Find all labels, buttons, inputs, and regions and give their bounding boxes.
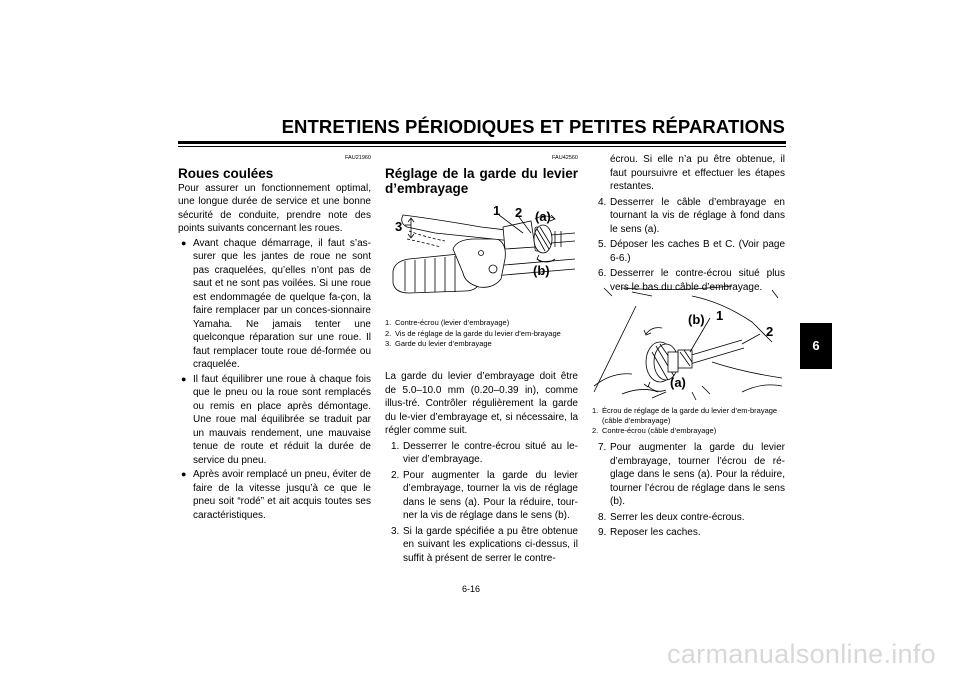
caption-item: 3. Garde du levier d’embrayage (385, 339, 492, 348)
bullet-item (178, 237, 371, 372)
caption-item: 2. Vis de réglage de la garde du levier d’em-brayage (385, 328, 561, 338)
step-item: 6. Desserrer le contre-écrou situé plus vers le bas du câble d’embrayage. (598, 268, 785, 293)
bullet-text: Il faut équilibrer une roue à chaque fois que le pneu ou la roue sont remplacés ou remis en place après démontage. Une roue mal équilibrée se traduit par un mauvais rendement, une mauvaise tenue de route et réduit la durée de service du pneu. (193, 373, 371, 466)
caption-item: 1. Contre-écrou (levier d’embrayage) (385, 318, 510, 327)
bullet-item (178, 373, 371, 468)
bullet-text: Après avoir remplacé un pneu, éviter de faire de la vitesse jusqu’à ce que le pneu soit “rodé” et ait acquis toutes ses caractéristiques. (193, 469, 371, 521)
label-1: 1 (493, 203, 501, 218)
label-a: (a) (535, 209, 551, 224)
left-column (178, 152, 371, 523)
middle-column (385, 152, 578, 196)
header-rule (178, 141, 786, 144)
bullet-text: Avant chaque démarrage, il faut s’as-surer que les jantes de roue ne sont pas craquelées, qu’elles n’ont pas de saut et ne sont pas voilées. Si une roue est endommagée de quelque fa-çon, la faire remplacer par un conces-sionnaire Yamaha. Ne jamais tenter une quelconque réparation sur une roue. Il faut remplacer toute roue dé-formée ou craquelée. (193, 237, 371, 370)
step-item: 3. Si la garde spécifiée a pu être obtenue en suivant les explications ci-dessus, il suffit à présent de serrer le contre- (391, 525, 578, 564)
body-text: La garde du levier d’embrayage doit être de 5.0–10.0 mm (0.20–0.39 in), comme illus-tré. Contrôler régulièrement la garde du le-vier d’embrayage et, si nécessaire, la régler comme suit. (385, 371, 578, 436)
step-item: 9. Reposer les caches. (598, 527, 701, 538)
page-number: 6-16 (462, 584, 481, 594)
chapter-tab: 6 (800, 323, 832, 369)
bullet-icon: ● (181, 237, 187, 248)
section-intro: Pour assurer un fonctionnement optimal, une longue durée de service et une bonne sécurité de conduite, prendre note des points suivants concernant les roues. (178, 182, 371, 234)
page-header-title: ENTRETIENS PÉRIODIQUES ET PETITES RÉPARATIONS (281, 116, 785, 137)
section-code: FAU42560 (552, 155, 578, 161)
bullet-icon: ● (181, 373, 187, 384)
caption-item: 1. Écrou de réglage de la garde du levier d’em-brayage (câble d’embrayage) (592, 406, 778, 425)
right-column-bottom (592, 441, 785, 540)
section-heading: Roues coulées (178, 165, 274, 181)
label-b: (b) (533, 263, 550, 278)
step-item: 1. Desserrer le contre-écrou situé au le-vier d’embrayage. (391, 440, 578, 465)
label-a: (a) (670, 375, 686, 390)
step-item: 2. Pour augmenter la garde du levier d’embrayage, tourner la vis de réglage dans le sens (a). Pour la réduire, tour-ner la vis de réglage dans le sens (b). (391, 469, 578, 521)
step-item: 7. Pour augmenter la garde du levier d’embrayage, tourner l’écrou de ré-glage dans le sens (a). Pour la réduire, tourner l’écrou de réglage dans le sens (b). (598, 442, 785, 507)
right-column-top (592, 153, 785, 294)
clutch-lever-illustration (385, 197, 578, 305)
clutch-lever-figure (385, 197, 578, 305)
watermark: carmanualsonline.info (667, 639, 936, 669)
bullet-icon: ● (181, 469, 187, 479)
middle-body (385, 370, 578, 565)
label-3: 3 (395, 219, 403, 234)
section-heading: Réglage de la garde du levier d’embrayage (385, 165, 578, 196)
step-item: 8. Serrer les deux contre-écrous. (598, 511, 745, 523)
label-1: 1 (716, 308, 724, 323)
label-2: 2 (766, 324, 774, 339)
label-b: (b) (688, 312, 705, 327)
section-code: FAU21960 (345, 155, 371, 161)
label-2: 2 (515, 205, 523, 220)
step-item: 5. Déposer les caches B et C. (Voir page 6-6.) (598, 239, 785, 264)
clutch-cable-illustration (592, 282, 785, 402)
step-item: 4. Desserrer le câble d’embrayage en tournant la vis de réglage à fond dans le sens (a). (598, 196, 785, 235)
caption-item: 2. Contre-écrou (câble d’embrayage) (592, 426, 717, 435)
header-rule-thin (178, 146, 786, 147)
middle-figure-captions (385, 318, 575, 350)
bullet-item (178, 468, 371, 522)
step-item: écrou. Si elle n’a pu être obtenue, il faut poursuivre et effectuer les étapes restantes. (610, 154, 785, 192)
right-figure-captions (592, 406, 784, 437)
clutch-cable-figure (592, 282, 785, 402)
